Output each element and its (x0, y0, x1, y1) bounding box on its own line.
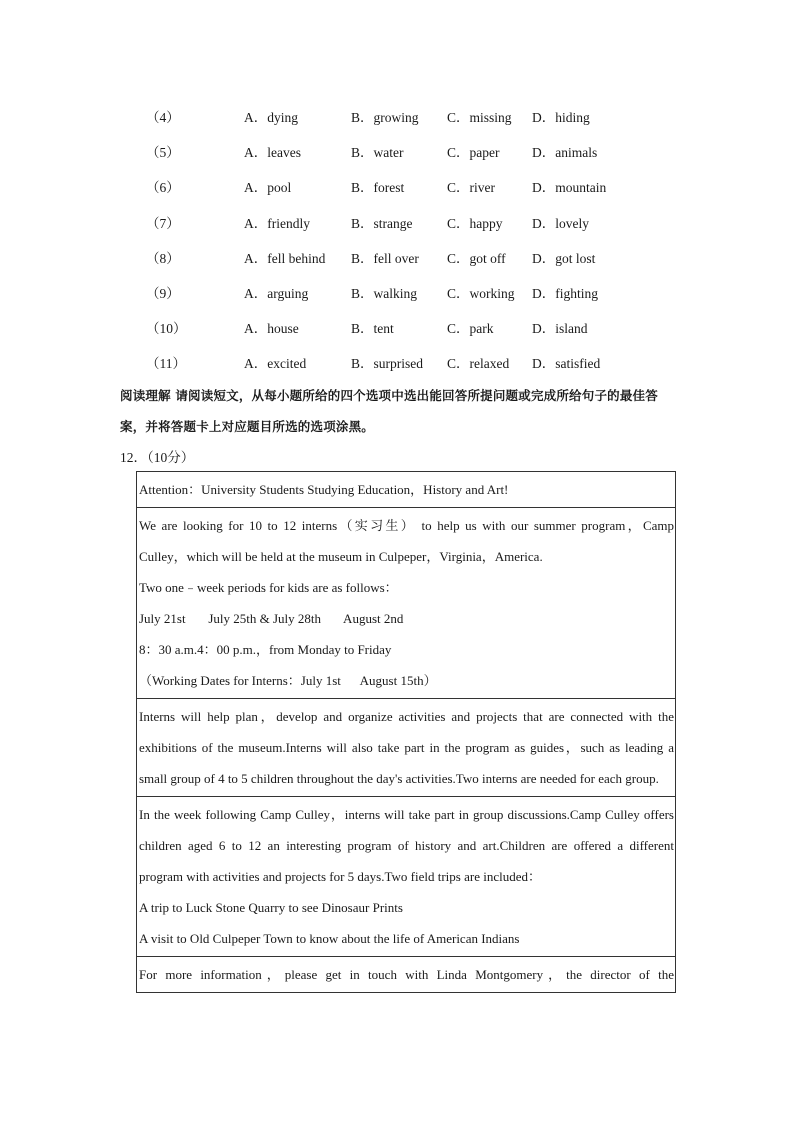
question-number: （9） (146, 285, 180, 301)
option-c: C．relaxed (447, 356, 510, 372)
intern-working-dates: （Working Dates for Interns：July 1st August 15th） (139, 673, 437, 688)
option-c: C．got off (447, 250, 506, 266)
option-c: C．happy (447, 215, 503, 231)
option-b: B．walking (351, 285, 417, 301)
option-row (0, 167, 794, 202)
question-12-heading: 12．（10分） (120, 450, 195, 465)
table-row (137, 699, 676, 797)
periods-label: Two one﹣week periods for kids are as follows： (139, 580, 398, 595)
option-c: C．missing (447, 110, 512, 125)
option-a: A．excited (244, 356, 307, 372)
question-number: （10） (146, 321, 187, 337)
option-c: C．paper (447, 145, 500, 161)
program-cell (137, 797, 676, 957)
contact-info: For more information，please get in touch with Linda Montgomery，the director of the (139, 967, 674, 982)
option-b: B．surprised (351, 356, 423, 372)
option-row (0, 273, 794, 308)
option-d: D．lovely (532, 215, 589, 231)
option-a: A．fell behind (244, 250, 326, 266)
option-b: B．tent (351, 321, 394, 337)
option-a: A．house (244, 321, 299, 337)
table-row (137, 472, 676, 508)
option-row (0, 343, 794, 378)
option-row (0, 238, 794, 273)
option-b: B．strange (351, 215, 413, 231)
field-trip-2: A visit to Old Culpeper Town to know about the life of American Indians (139, 931, 520, 946)
question-number: （5） (146, 145, 180, 161)
answer-options-list (0, 97, 794, 379)
reading-instructions: 阅读理解 请阅读短文，从每小题所给的四个选项中选出能回答所提问题或完成所给句子的最佳答案，并将答题卡上对应题目所选的选项涂黑。 (120, 388, 658, 434)
option-a: A．arguing (244, 285, 309, 301)
option-d: D．island (532, 321, 588, 337)
option-a: A．leaves (244, 145, 301, 161)
question-number: （11） (146, 356, 186, 372)
period-dates: July 21st July 25th & July 28th August 2nd (139, 611, 404, 626)
option-d: D．animals (532, 145, 598, 161)
option-c: C．working (447, 285, 515, 301)
table-row (137, 508, 676, 699)
option-b: B．water (351, 145, 404, 161)
contact-cell (137, 957, 676, 993)
option-d: D．got lost (532, 250, 596, 266)
option-row (0, 203, 794, 238)
question-number: （6） (146, 180, 180, 196)
option-a: A．friendly (244, 215, 310, 231)
question-number: （7） (146, 215, 180, 231)
daily-hours: 8：30 a.m.4：00 p.m.，from Monday to Friday (139, 642, 392, 657)
option-a: A．dying (244, 110, 298, 125)
option-b: B．growing (351, 110, 419, 125)
option-row (0, 308, 794, 343)
option-d: D．hiding (532, 110, 590, 125)
option-row (0, 132, 794, 167)
option-c: C．river (447, 180, 495, 196)
notice-intro: We are looking for 10 to 12 interns（实习生） to help us with our summer program，Camp Culley，which will be held at the museum in Culpeper，Virginia，America. (139, 518, 674, 564)
field-trip-1: A trip to Luck Stone Quarry to see Dinosaur Prints (139, 900, 403, 915)
option-a: A．pool (244, 180, 292, 196)
notice-table (136, 471, 676, 993)
option-d: D．satisfied (532, 356, 601, 372)
program-description: In the week following Camp Culley，interns will take part in group discussions.Camp Culley offers children aged 6 to 12 an interesting program of history and art.Children are offered a different program with activities and projects for 5 days.Two field trips are included： (139, 807, 674, 884)
option-b: B．forest (351, 180, 405, 196)
notice-details-cell (137, 508, 676, 699)
option-c: C．park (447, 321, 494, 337)
option-b: B．fell over (351, 250, 419, 266)
option-row (0, 97, 794, 132)
option-d: D．fighting (532, 285, 598, 301)
option-d: D．mountain (532, 180, 607, 196)
notice-header: Attention：University Students Studying Education，History and Art! (137, 472, 676, 508)
question-number: （4） (146, 110, 180, 125)
table-row (137, 797, 676, 957)
table-row (137, 957, 676, 993)
question-number: （8） (146, 250, 180, 266)
intern-duties: Interns will help plan，develop and organize activities and projects that are connected with the exhibitions of the museum.Interns will also take part in the program as guides，such as leading a small group of 4 to 5 children throughout the day's activities.Two interns are needed for each group. (137, 699, 676, 797)
